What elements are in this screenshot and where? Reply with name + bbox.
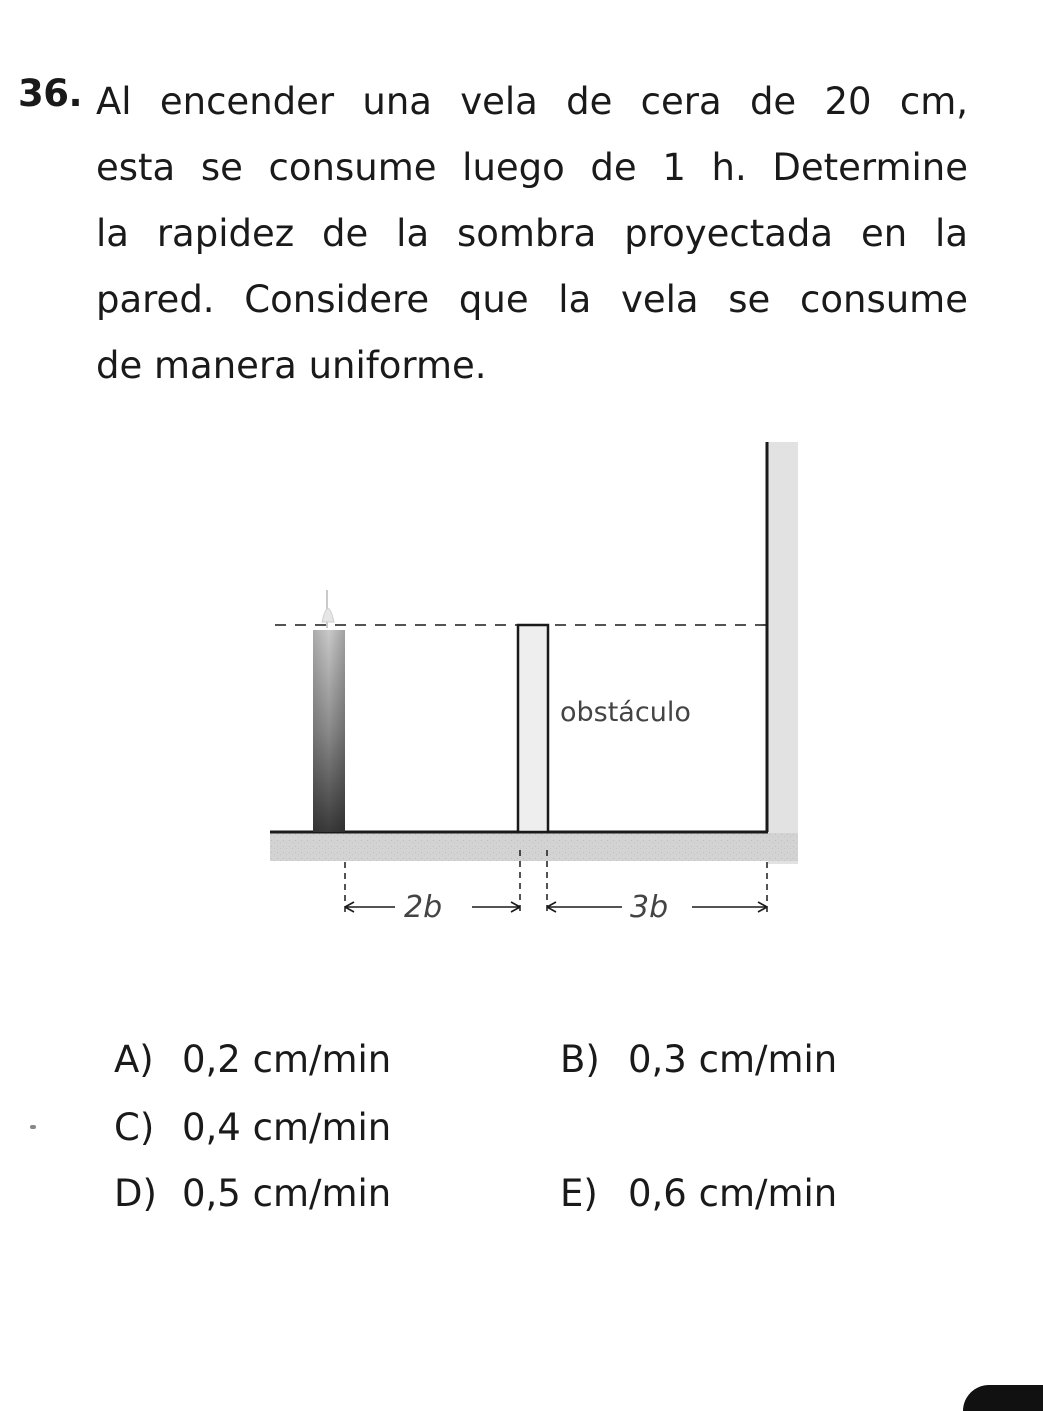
option-d[interactable]	[114, 1172, 391, 1215]
question-line-2: esta se consume luego de 1 h. Determine	[96, 146, 968, 189]
dimension-2b-label: 2b	[404, 890, 443, 925]
question-line-5: de manera uniforme.	[96, 344, 487, 387]
option-e-text: 0,6 cm/min	[628, 1172, 838, 1215]
question-line-4: pared. Considere que la vela se consume	[96, 278, 968, 321]
option-c-text: 0,4 cm/min	[182, 1106, 392, 1149]
option-d-text: 0,5 cm/min	[182, 1172, 392, 1215]
scan-corner-mark	[963, 1385, 1043, 1411]
obstacle	[518, 625, 548, 832]
obstacle-label: obstáculo	[560, 697, 691, 728]
option-c[interactable]	[114, 1106, 391, 1149]
option-a[interactable]	[114, 1038, 391, 1081]
candle-shading	[313, 630, 345, 832]
option-b[interactable]	[560, 1038, 837, 1081]
question-line-3: la rapidez de la sombra proyectada en la	[96, 212, 968, 255]
candle-shadow-diagram	[0, 430, 1043, 950]
option-b-text: 0,3 cm/min	[628, 1038, 838, 1081]
question-line-1: Al encender una vela de cera de 20 cm,	[96, 80, 968, 123]
option-a-letter: A)	[114, 1038, 154, 1081]
scan-speck	[30, 1125, 36, 1129]
candle-flame	[322, 609, 334, 623]
option-e[interactable]	[560, 1172, 837, 1215]
wall-shading	[768, 442, 798, 864]
option-c-letter: C)	[114, 1106, 155, 1149]
dimension-3b-label: 3b	[630, 890, 669, 925]
question-text	[96, 72, 968, 402]
floor-shading	[270, 833, 798, 861]
option-d-letter: D)	[114, 1172, 157, 1215]
option-a-text: 0,2 cm/min	[182, 1038, 392, 1081]
question-number: 36.	[18, 72, 83, 115]
answer-options	[0, 1030, 1043, 1250]
option-b-letter: B)	[560, 1038, 600, 1081]
option-e-letter: E)	[560, 1172, 598, 1215]
